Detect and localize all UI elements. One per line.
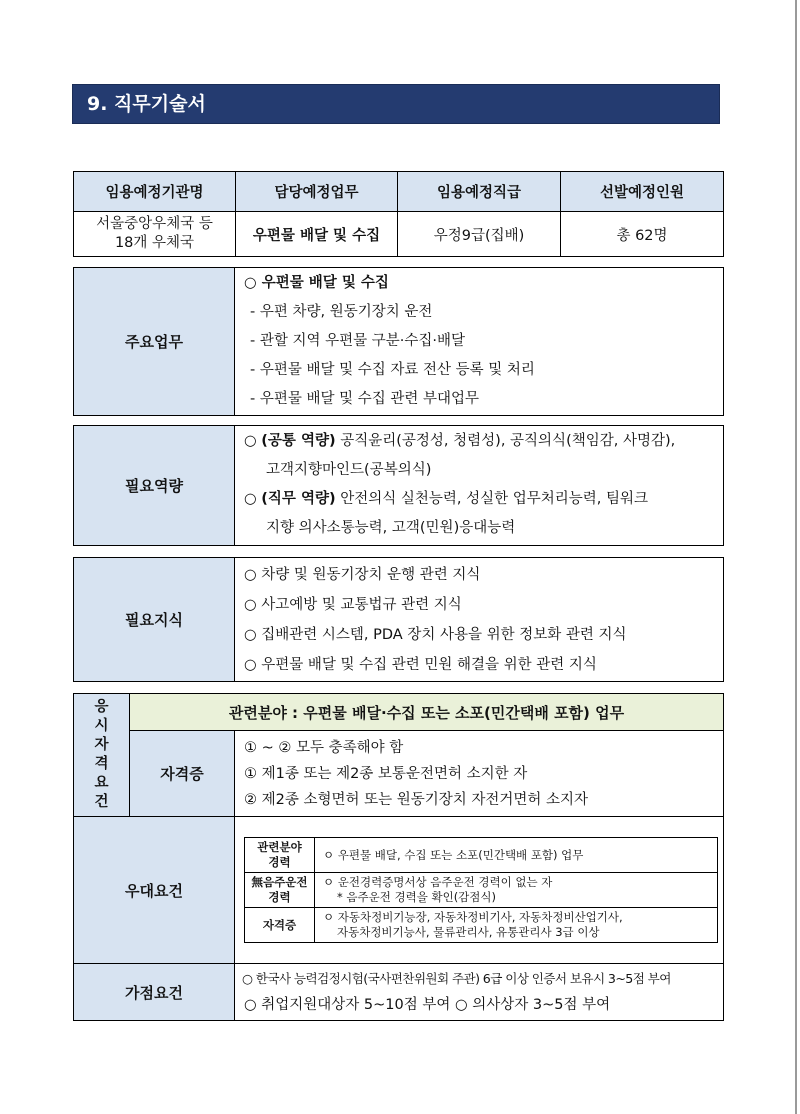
bullet: ○ (244, 433, 262, 449)
bullet: ○ (244, 491, 262, 507)
knowledge-table (73, 557, 724, 682)
section-title: 9. 직무기술서 (72, 84, 720, 124)
job-competency-title: (직무 역량) (261, 491, 336, 507)
preference-inner-table (244, 837, 718, 943)
main-duties-label: 주요업무 (74, 268, 235, 416)
main-duty-item: - 우편물 배달 및 수집 관련 부대업무 (250, 391, 479, 407)
header-grade: 임용예정직급 (398, 172, 561, 212)
main-duties-heading: ○ 우편물 배달 및 수집 (244, 275, 389, 291)
license-item: ① ~ ② 모두 충족해야 함 (244, 739, 404, 756)
preference-content (235, 817, 724, 964)
license-item: ① 제1종 또는 제2종 보통운전면허 소지한 자 (244, 765, 528, 782)
qualification-side-label: 응 시 자 격 요 건 (74, 694, 130, 817)
job-competency-text-2: 지향 의사소통능력, 고객(민원)응대능력 (266, 520, 516, 536)
page-edge-line (795, 0, 797, 1114)
preference-value: ㅇ 자동차정비기능장, 자동차정비기사, 자동차정비산업기사, 자동차정비기능사, 물류관리사, 유통관리사 3급 이상 (315, 908, 718, 943)
org-line-1: 서울중앙우체국 등 (96, 216, 213, 232)
preference-key: 관련분야 경력 (245, 838, 315, 873)
main-duties-content (235, 268, 724, 416)
header-duty: 담당예정업무 (236, 172, 398, 212)
summary-table (73, 171, 724, 257)
knowledge-item: ○ 우편물 배달 및 수집 관련 민원 해결을 위한 관련 지식 (244, 657, 597, 673)
license-item: ② 제2종 소형면허 또는 원동기장치 자전거면허 소지자 (244, 791, 589, 808)
common-competency-text: 공직윤리(공정성, 청렴성), 공직의식(책임감, 사명감), (335, 433, 676, 449)
duty-cell: 우편물 배달 및 수집 (236, 212, 398, 257)
grade-cell: 우정9급(집배) (398, 212, 561, 257)
preference-label: 우대요건 (74, 817, 235, 964)
knowledge-content (235, 558, 724, 682)
knowledge-item: ○ 집배관련 시스템, PDA 장치 사용을 위한 정보화 관련 지식 (244, 627, 627, 643)
job-competency-text: 안전의식 실천능력, 성실한 업무처리능력, 팀워크 (335, 491, 649, 507)
org-cell (74, 212, 236, 257)
knowledge-label: 필요지식 (74, 558, 235, 682)
header-org: 임용예정기관명 (74, 172, 236, 212)
bonus-item: ○ 한국사 능력검정시험(국사편찬위원회 주관) 6급 이상 인증서 보유시 3~5점 부여 (242, 971, 671, 986)
preference-key: 자격증 (245, 908, 315, 943)
preference-value: ㅇ 우편물 배달, 수집 또는 소포(민간택배 포함) 업무 (315, 838, 718, 873)
main-duty-item: - 관할 지역 우편물 구분·수집·배달 (250, 333, 465, 349)
bonus-content (235, 964, 724, 1021)
competency-content (235, 426, 724, 546)
preference-key: 無음주운전 경력 (245, 873, 315, 908)
qualification-table (73, 693, 724, 1021)
count-cell: 총 62명 (561, 212, 724, 257)
bonus-item: ○ 취업지원대상자 5~10점 부여 ○ 의사상자 3~5점 부여 (244, 997, 611, 1013)
competency-table (73, 425, 724, 546)
main-duty-item: - 우편물 배달 및 수집 자료 전산 등록 및 처리 (250, 362, 535, 378)
knowledge-item: ○ 사고예방 및 교통법규 관련 지식 (244, 597, 462, 613)
competency-label: 필요역량 (74, 426, 235, 546)
header-count: 선발예정인원 (561, 172, 724, 212)
main-duty-item: - 우편 차량, 원동기장치 운전 (250, 304, 433, 320)
common-competency-title: (공통 역량) (261, 433, 336, 449)
license-label: 자격증 (130, 731, 235, 817)
knowledge-item: ○ 차량 및 원동기장치 운행 관련 지식 (244, 567, 481, 583)
bonus-label: 가점요건 (74, 964, 235, 1021)
common-competency-text-2: 고객지향마인드(공복의식) (266, 462, 432, 478)
org-line-2: 18개 우체국 (114, 235, 195, 251)
main-duties-table (73, 267, 724, 416)
preference-value: ㅇ 운전경력증명서상 음주운전 경력이 없는 자 * 음주운전 경력을 확인(감점식) (315, 873, 718, 908)
license-content (235, 731, 724, 817)
qualification-field: 관련분야 : 우편물 배달·수집 또는 소포(민간택배 포함) 업무 (130, 694, 724, 731)
